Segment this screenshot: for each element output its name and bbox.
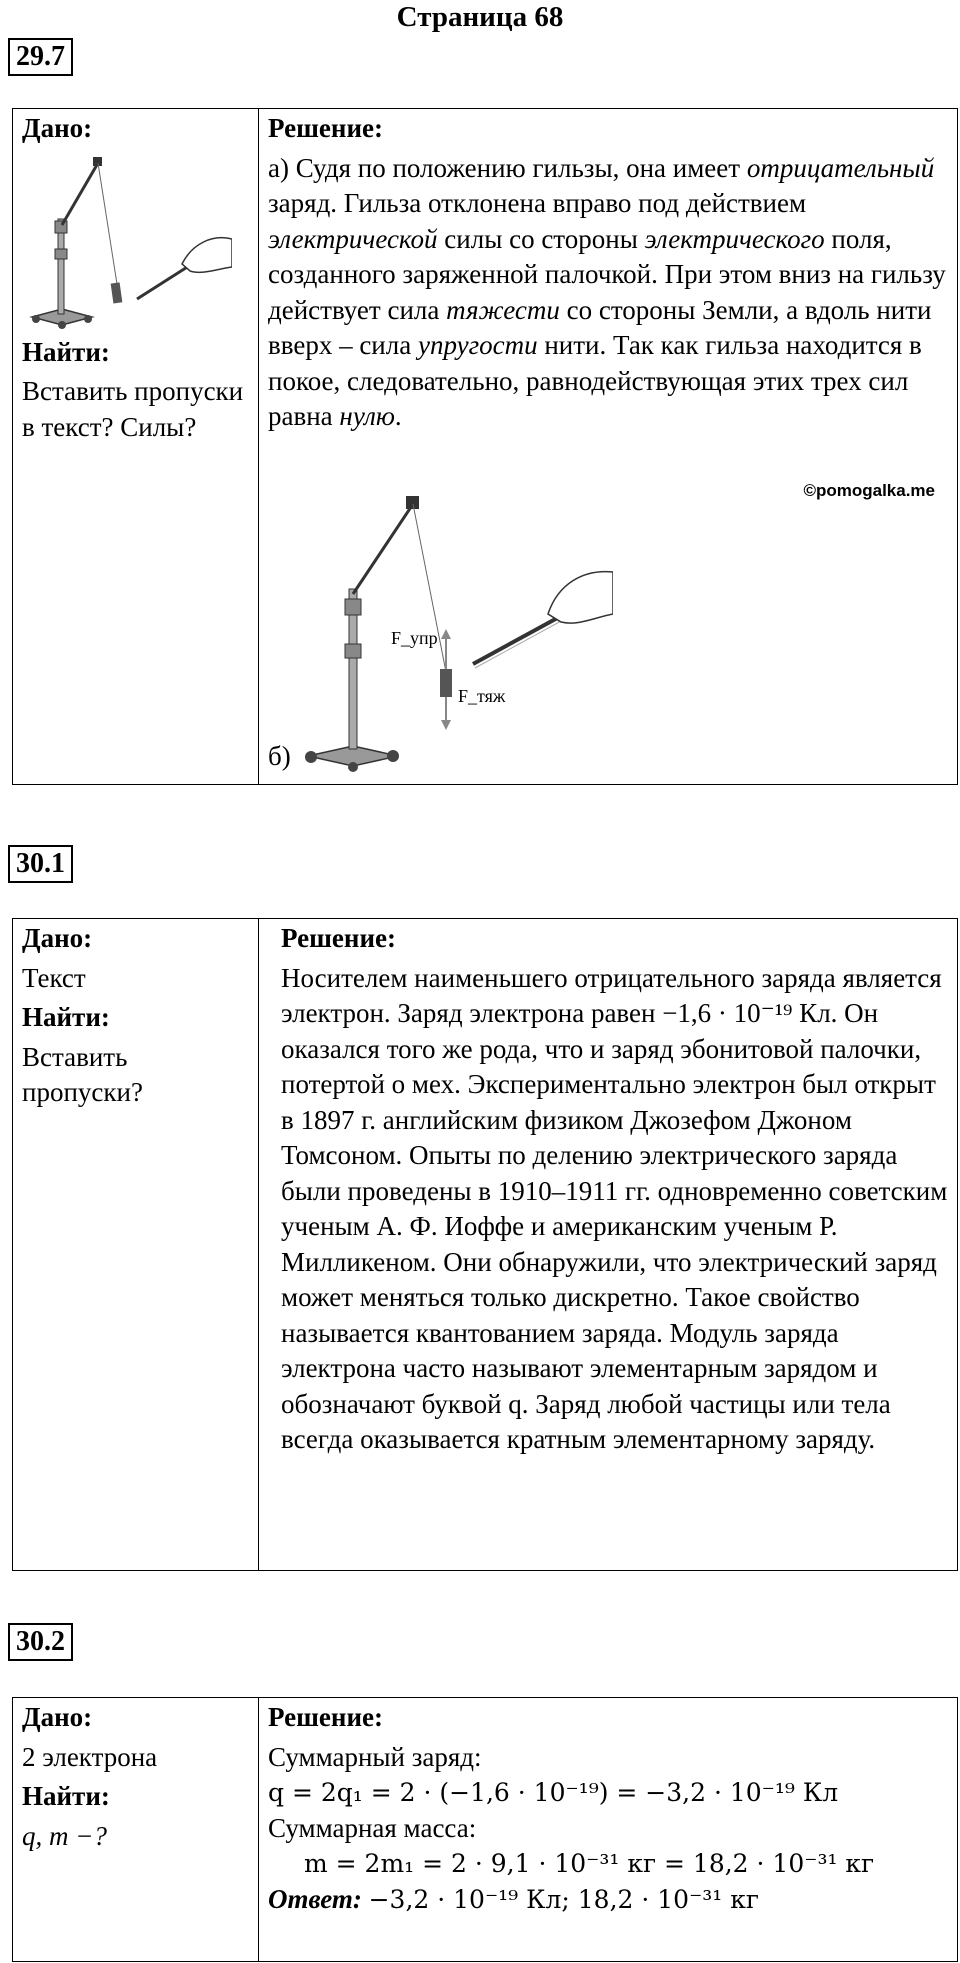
- find-text: Вставить пропуски?: [22, 1041, 143, 1107]
- task-table-30-1: [12, 918, 958, 1571]
- sum-charge-label: Суммарный заряд:: [268, 1741, 482, 1772]
- given-cell: [13, 109, 259, 785]
- answer-label: Ответ:: [268, 1883, 362, 1914]
- task-number-29-7: 29.7: [8, 38, 73, 76]
- answer-text: −3,2 · 10⁻¹⁹ Кл; 18,2 · 10⁻³¹ кг: [368, 1884, 759, 1914]
- sum-charge-formula: q = 2q₁ = 2 · (−1,6 · 10⁻¹⁹) = −3,2 · 10⁻¹⁹ Кл: [268, 1778, 839, 1807]
- given-text: 2 электрона: [22, 1741, 158, 1772]
- given-label: Дано:: [22, 923, 93, 953]
- given-label: Дано:: [22, 113, 93, 143]
- solution-text: Носителем наименьшего отрицательного заряда является электрон. Заряд электрона равен −1,6 · 10⁻¹⁹ Кл. Он оказался того же рода, что и заряд эбонитовой палочки, потертой о мех. Экспериментально электрон был открыт в 1897 г. английским физиком Джозефом Джоном Томсоном. Опыты по делению электрического заряда были проведены в 1910–1911 гг. одновременно советским ученым А. Ф. Иоффе и американским ученым Р. Милликеном. Они обнаружили, что электрический заряд может меняться только дискретно. Такое свойство называется квантованием заряда. Модуль заряда электрона часто называют элементарным зарядом и обозначают буквой q. Заряд любой частицы или тела всегда оказывается кратным элементарному заряду.: [281, 962, 948, 1454]
- electroscope-small-image: [22, 149, 232, 339]
- solution-label: Решение:: [268, 1702, 383, 1732]
- given-text: Текст: [22, 962, 86, 993]
- electroscope-forces-image: [293, 484, 613, 774]
- task-table-29-7: [12, 108, 958, 785]
- find-label: Найти:: [22, 336, 110, 367]
- page-title: Страница 68: [396, 1, 564, 33]
- find-label: Найти:: [22, 1002, 110, 1032]
- task-number-30-1: 30.1: [8, 845, 73, 883]
- solution-cell: [259, 919, 958, 1571]
- watermark: ©pomogalka.me: [803, 481, 935, 500]
- force-up-label: F_упр: [391, 628, 438, 648]
- solution-cell: [259, 109, 958, 785]
- solution-label: Решение:: [281, 923, 396, 953]
- solution-cell: [259, 1698, 958, 1962]
- force-down-label: F_тяж: [458, 686, 506, 706]
- given-cell: [13, 1698, 259, 1962]
- task-table-30-2: [12, 1697, 958, 1962]
- answer-line: [268, 1882, 948, 1918]
- part-b-label: б): [268, 741, 291, 771]
- given-label: Дано:: [22, 1702, 93, 1732]
- sum-mass-formula: m = 2m₁ = 2 · 9,1 · 10⁻³¹ кг = 18,2 · 10⁻³¹ кг: [304, 1849, 875, 1878]
- given-cell: [13, 919, 259, 1571]
- sum-mass-label: Суммарная масса:: [268, 1812, 477, 1843]
- solution-label: Решение:: [268, 113, 383, 143]
- find-text: q, m −?: [22, 1820, 107, 1851]
- solution-text: а) Судя по положению гильзы, она имеет отрицательный заряд. Гильза отклонена вправо под действием электрической силы со стороны электрического поля, созданного заряженной палочкой. При этом вниз на гильзу действует сила тяжести со стороны Земли, а вдоль нити вверх – сила упругости нити. Так как гильза находится в покое, следовательно, равнодействующая этих трех сил равна нулю.: [268, 152, 946, 431]
- task-number-30-2: 30.2: [8, 1623, 73, 1661]
- find-text: Вставить пропуски в текст? Силы?: [22, 376, 244, 442]
- find-label: Найти:: [22, 1781, 110, 1811]
